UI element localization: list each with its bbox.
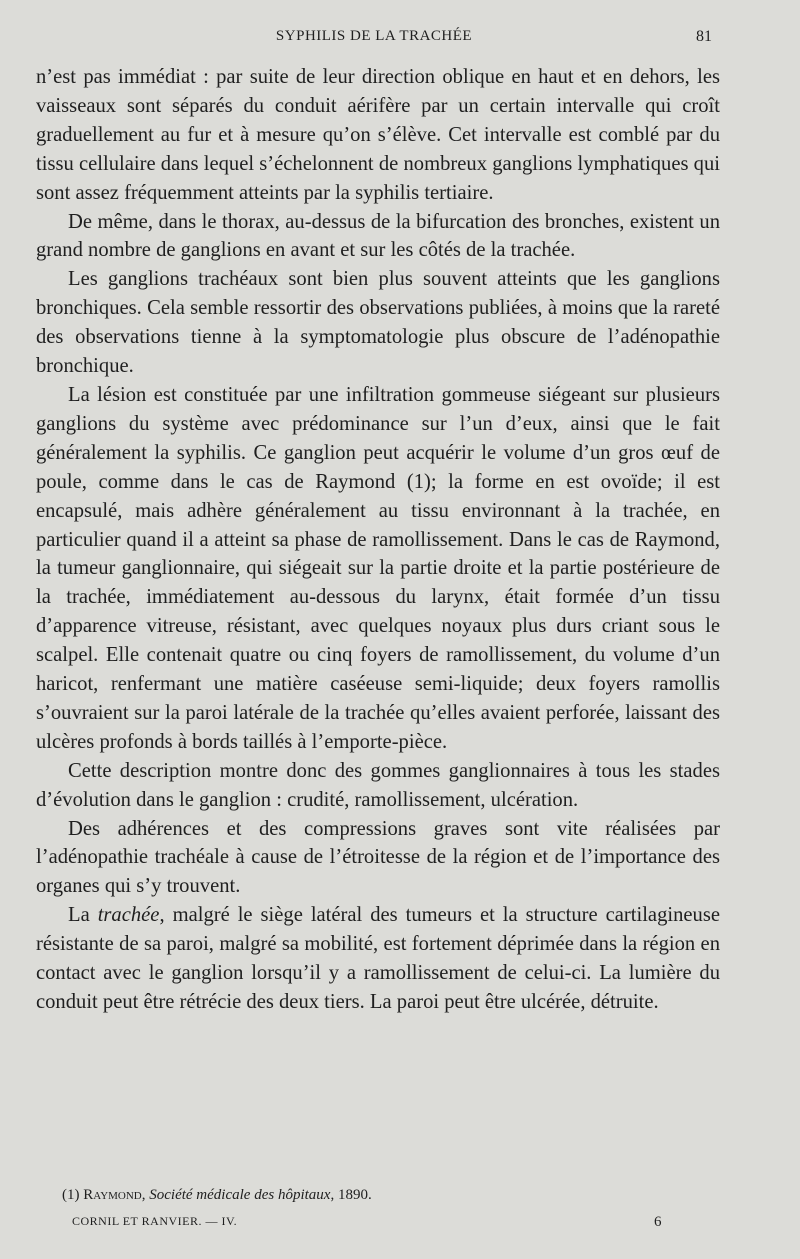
footnote-author: Raymond — [83, 1187, 142, 1203]
footnote — [62, 1187, 702, 1204]
paragraph-description: Cette description montre donc des gommes ganglionnaires à tous les stades d’évolution dans le ganglion : crudité, ramollissement, ulcération. — [36, 759, 720, 811]
emphasis-trachee: trachée — [97, 904, 160, 927]
footnote-year: , 1890. — [330, 1187, 372, 1203]
paragraph-thorax: De même, dans le thorax, au-dessus de la bifurcation des bronches, existent un grand nombre de ganglions en avant et sur les côtés de la trachée. — [36, 210, 720, 262]
footnote-separator: , — [141, 1187, 150, 1203]
paragraph-continuation: n’est pas immédiat : par suite de leur direction oblique en haut et en dehors, les vaisseaux sont séparés du conduit aérifère par un certain intervalle qui croît graduellement au fur et à mesure qu’on s’élève. Cet intervalle est comblé par du tissu cellulaire dans lequel s’échelonnent de nombreux ganglions lymphatiques qui sont assez fréquemment atteints par la syphilis tertiaire. — [36, 66, 720, 204]
signature-text: CORNIL ET RANVIER. — IV. — [72, 1214, 238, 1228]
running-head — [36, 28, 712, 50]
body-text — [36, 63, 720, 1017]
running-title: SYPHILIS DE LA TRACHÉE — [275, 28, 473, 44]
footnote-marker: (1) — [62, 1187, 84, 1203]
page-number: 81 — [696, 28, 712, 45]
paragraph-adherences: Des adhérences et des compressions graves sont vite réalisées par l’adénopathie trachéale à cause de l’étroitesse de la région et de l’importance des organes qui s’y trouvent. — [36, 817, 720, 898]
paragraph-lesion: La lésion est constituée par une infiltration gommeuse siégeant sur plusieurs ganglions du système avec prédominance sur l’un d’eux, ainsi que le fait généralement la syphilis. Ce ganglion peut acquérir le volume d’un gros œuf de poule, comme dans le cas de Raymond (1); la forme en est ovoïde; il est encapsulé, mais adhère généralement au tissu environnant à la trachée, en particulier quand il a atteint sa phase de ramollissement. Dans le cas de Raymond, la tumeur ganglionnaire, qui siégeait sur la partie droite et la partie postérieure de la trachée, immédiatement au-dessous du larynx, était formée d’un tissu d’apparence vitreuse, résistant, avec quelques noyaux plus durs criant sous le scalpel. Elle contenait quatre ou cinq foyers de ramollissement, du volume d’un haricot, renfermant une matière caséeuse semi-liquide; deux foyers ramollis s’ouvraient sur la paroi latérale de la trachée qu’elles avaient perforée, laissant des ulcères profonds à bords taillés à l’emporte-pièce. — [36, 383, 720, 753]
paragraph-lead: La — [68, 904, 98, 927]
signature-number: 6 — [654, 1214, 662, 1230]
paragraph-rest: , malgré le siège latéral des tumeurs et la structure cartilagineuse résistante de sa paroi, malgré sa mobilité, est fortement déprimée dans la région en contact avec le ganglion lorsqu’il y a ramollissement de celui-ci. La lumière du conduit peut être rétrécie des deux tiers. La paroi peut être ulcérée, détruite. — [36, 904, 720, 1013]
paragraph-ganglions: Les ganglions trachéaux sont bien plus souvent atteints que les ganglions bronchiques. Cela semble ressortir des observations publiées, à moins que la rareté des observations tienne à la symptomatologie plus obscure de l’adénopathie bronchique. — [36, 268, 720, 378]
paragraph-trachee — [36, 901, 720, 1017]
footnote-journal: Société médicale des hôpitaux — [149, 1187, 331, 1203]
